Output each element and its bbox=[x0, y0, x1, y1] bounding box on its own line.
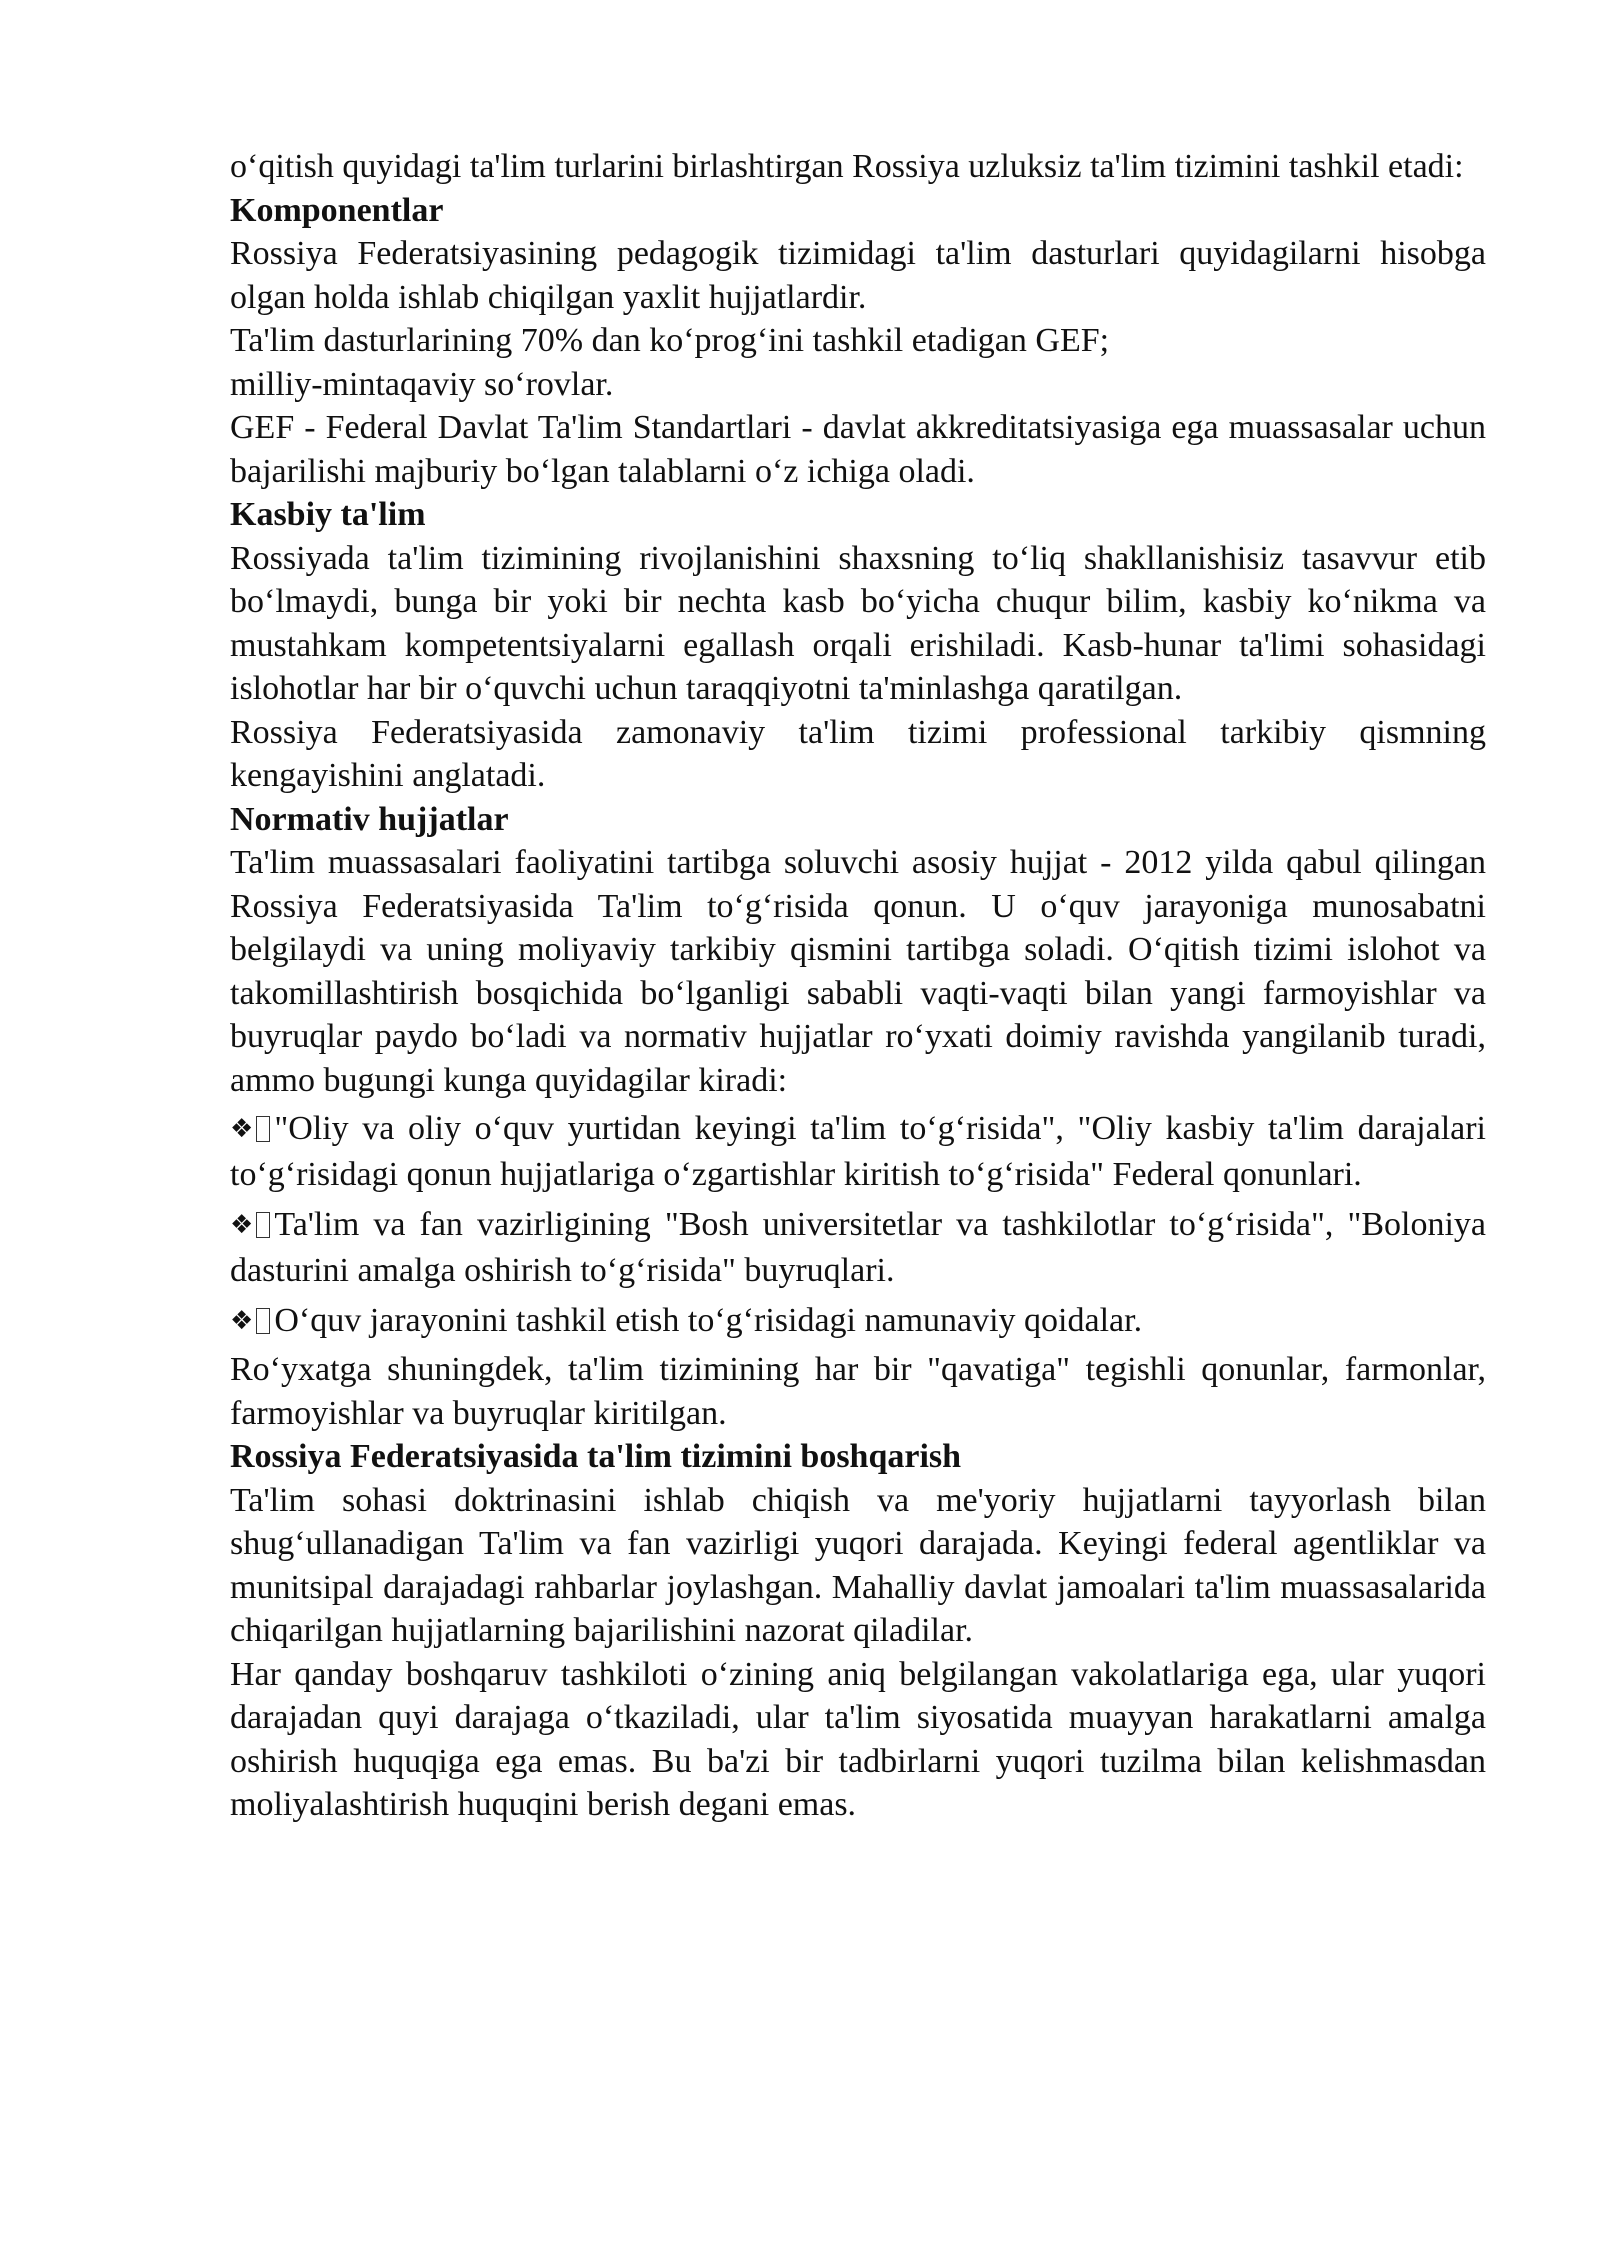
missing-glyph-icon bbox=[256, 1212, 270, 1238]
section-heading-normativ-hujjatlar: Normativ hujjatlar bbox=[230, 800, 509, 838]
bullet-item bbox=[230, 1106, 1486, 1198]
paragraph: Ta'lim dasturlarining 70% dan ko‘prog‘ini tashkil etadigan GEF; bbox=[230, 322, 1110, 359]
bullet-item bbox=[230, 1298, 1486, 1344]
paragraph: milliy-mintaqaviy so‘rovlar. bbox=[230, 365, 614, 403]
section-heading-komponentlar: Komponentlar bbox=[230, 191, 444, 229]
paragraph: Rossiyada ta'lim tizimining rivojlanishini shaxsning to‘liq shakllanishisiz tasavvur etib bo‘lmaydi, bunga bir yoki bir nechta kasb bo‘yicha chuqur bilim, kasbiy ko‘nikma va mustahkam kompetentsiyalarni egallash orqali erishiladi. Kasb-hunar ta'limi sohasidagi islohotlar har bir o‘quvchi uchun taraqqiyotni ta'minlashga qaratilgan. bbox=[230, 539, 1486, 707]
bullet-text: O‘quv jarayonini tashkil etish to‘g‘risidagi namunaviy qoidalar. bbox=[274, 1302, 1143, 1339]
intro-paragraph: o‘qitish quyidagi ta'lim turlarini birlashtirgan Rossiya uzluksiz ta'lim tizimini tashkil etadi: bbox=[230, 148, 1464, 185]
bullet-text: Ta'lim va fan vazirligining "Bosh universitetlar va tashkilotlar to‘g‘risida", "Boloniya dasturini amalga oshirish to‘g‘risida" buyruqlari. bbox=[230, 1206, 1486, 1289]
document-page bbox=[230, 145, 1486, 1827]
missing-glyph-icon bbox=[256, 1116, 270, 1142]
missing-glyph-icon bbox=[256, 1308, 270, 1334]
paragraph: Ta'lim muassasalari faoliyatini tartibga soluvchi asosiy hujjat - 2012 yilda qabul qilingan Rossiya Federatsiyasida Ta'lim to‘g‘risida qonun. U o‘quv jarayoniga munosabatni belgilaydi va uning moliyaviy tarkibiy qismini tartibga soladi. O‘qitish tizimi islohot va takomillashtirish bosqichida bo‘lganligi sababli vaqti-vaqti bilan yangi farmoyishlar va buyruqlar paydo bo‘ladi va normativ hujjatlar ro‘yxati doimiy ravishda yangilanib turadi, ammo bugungi kunga quyidagilar kiradi: bbox=[230, 844, 1486, 1099]
diamond-bullet-icon: ❖ bbox=[230, 1210, 254, 1240]
diamond-bullet-icon: ❖ bbox=[230, 1306, 254, 1336]
bullet-text: "Oliy va oliy o‘quv yurtidan keyingi ta'lim to‘g‘risida", "Oliy kasbiy ta'lim darajalari to‘g‘risidagi qonun hujjatlariga o‘zgartishlar kiritish to‘g‘risida" Federal qonunlari. bbox=[230, 1110, 1486, 1193]
section-heading-kasbiy-talim: Kasbiy ta'lim bbox=[230, 496, 426, 533]
bullet-item bbox=[230, 1202, 1486, 1294]
paragraph: Rossiya Federatsiyasida zamonaviy ta'lim tizimi professional tarkibiy qismning kengayishini anglatadi. bbox=[230, 713, 1486, 794]
section-heading-boshqarish: Rossiya Federatsiyasida ta'lim tizimini boshqarish bbox=[230, 1438, 962, 1475]
paragraph: Rossiya Federatsiyasining pedagogik tizimidagi ta'lim dasturlari quyidagilarni hisobga olgan holda ishlab chiqilgan yaxlit hujjatlardir. bbox=[230, 235, 1486, 316]
paragraph: Har qanday boshqaruv tashkiloti o‘zining aniq belgilangan vakolatlariga ega, ular yuqori darajadan quyi darajaga o‘tkaziladi, ular ta'lim siyosatida muayyan harakatlarni amalga oshirish huquqiga ega emas. Bu ba'zi bir tadbirlarni yuqori tuzilma bilan kelishmasdan moliyalashtirish huquqini berish degani emas. bbox=[230, 1655, 1486, 1823]
paragraph: Ta'lim sohasi doktrinasini ishlab chiqish va me'yoriy hujjatlarni tayyorlash bilan shug‘ullanadigan Ta'lim va fan vazirligi yuqori darajada. Keyingi federal agentliklar va munitsipal darajadagi rahbarlar joylashgan. Mahalliy davlat jamoalari ta'lim muassasalarida chiqarilgan hujjatlarning bajarilishini nazorat qiladilar. bbox=[230, 1481, 1486, 1649]
paragraph: Ro‘yxatga shuningdek, ta'lim tizimining har bir "qavatiga" tegishli qonunlar, farmonlar, farmoyishlar va buyruqlar kiritilgan. bbox=[230, 1351, 1486, 1432]
paragraph: GEF - Federal Davlat Ta'lim Standartlari - davlat akkreditatsiyasiga ega muassasalar uchun bajarilishi majburiy bo‘lgan talablarni o‘z ichiga oladi. bbox=[230, 409, 1486, 490]
diamond-bullet-icon: ❖ bbox=[230, 1114, 254, 1144]
